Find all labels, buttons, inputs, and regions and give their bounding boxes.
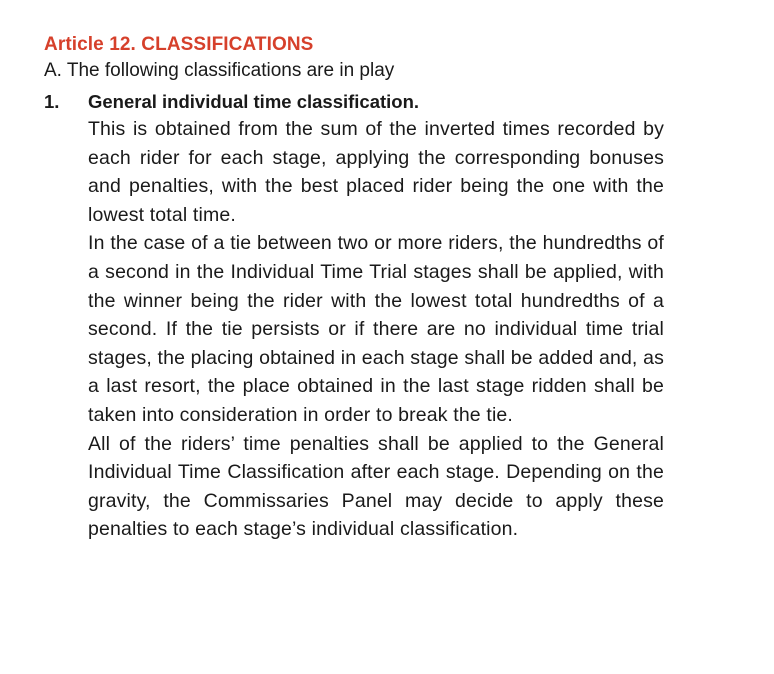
article-title: Article 12. CLASSIFICATIONS: [44, 34, 314, 55]
classification-item: [44, 88, 734, 544]
paragraph-tie-break: In the case of a tie between two or more riders, the hundredths of a second in the Individual Time Trial stages shall be applied, with the winner being the rider with the lowest total hundredths of a second. If the tie persists or if there are no individual time trial stages, the placing obtained in each stage shall be added and, as a last resort, the place obtained in the last stage ridden shall be taken into consideration in order to break the tie.: [88, 232, 664, 426]
paragraph-definition: This is obtained from the sum of the inverted times recorded by each rider for each stage, applying the corresponding bonuses and penalties, with the best placed rider being the one with the lowest total time.: [88, 118, 664, 226]
item-body: [88, 115, 664, 544]
article-intro: A. The following classifications are in play: [44, 60, 395, 81]
item-number: 1.: [44, 91, 60, 112]
document-page: [44, 32, 734, 544]
paragraph-penalties: All of the riders’ time penalties shall be applied to the General Individual Time Classification after each stage. Depending on the gravity, the Commissaries Panel may decide to apply these penalties to each stage’s individual classification.: [88, 432, 664, 541]
item-heading: General individual time classification.: [88, 91, 420, 112]
item-heading-row: [44, 88, 734, 115]
